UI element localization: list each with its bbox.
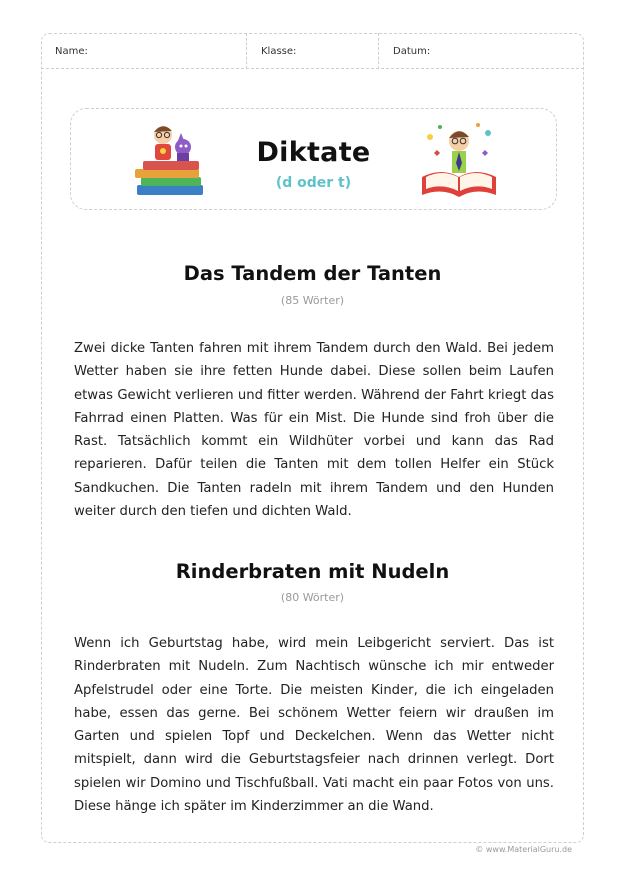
worksheet-subtitle: (d oder t) [275, 175, 352, 191]
story-1-title: Das Tandem der Tanten [183, 262, 442, 285]
copyright-footer: © www.MaterialGuru.de [475, 845, 572, 854]
date-label: Datum: [393, 46, 431, 57]
story-1-text: Zwei dicke Tanten fahren mit ihrem Tandem durch den Wald. Bei jedem Wetter haben sie ihre fetten Hunde dabei. Diese sollen beim Laufen etwas Gewicht verlieren und fitter werden. Während der Fahrt kriegt das Fahrrad einen Platten. Was für ein Mist. Die Hunde sind froh über die Rast. Tatsächlich kommt ein Wildhüter vorbei und kann das Rad reparieren. Dafür teilen die Tanten mit dem tollen Helfer ein Stück Sandkuchen. Die Tanten radeln mit ihrem Tandem und den Hunden weiter durch den tiefen und dichten Wald. [74, 341, 554, 520]
story-1-word-count: (85 Wörter) [280, 294, 345, 307]
kid-reading-book-illustration [418, 119, 500, 201]
story-2-title: Rinderbraten mit Nudeln [175, 560, 450, 583]
worksheet-header [41, 33, 584, 69]
class-field[interactable] [247, 33, 379, 69]
story-2-word-count: (80 Wörter) [280, 591, 345, 604]
name-field[interactable] [41, 33, 247, 69]
worksheet-title: Diktate [256, 137, 371, 168]
name-label: Name: [55, 46, 88, 57]
story-2-text: Wenn ich Geburtstag habe, wird mein Leibgericht serviert. Das ist Rinderbraten mit Nudeln. Zum Nachtisch wünsche ich mir entweder Apfelstrudel oder eine Torte. Die meisten Kinder, die ich eingeladen habe, essen das gerne. Bei schönem Wetter feiern wir draußen im Garten und spielen Topf und Deckelchen. Wenn das Wetter nicht mitspielt, dann wird die Geburtstagsfeier nach drinnen verlegt. Dort spielen wir Domino und Tischfußball. Vati macht ein paar Fotos von uns. Diese hänge ich später im Kinderzimmer an die Wand. [74, 636, 554, 815]
date-field[interactable] [379, 33, 584, 69]
class-label: Klasse: [261, 46, 297, 57]
title-box [70, 108, 557, 210]
